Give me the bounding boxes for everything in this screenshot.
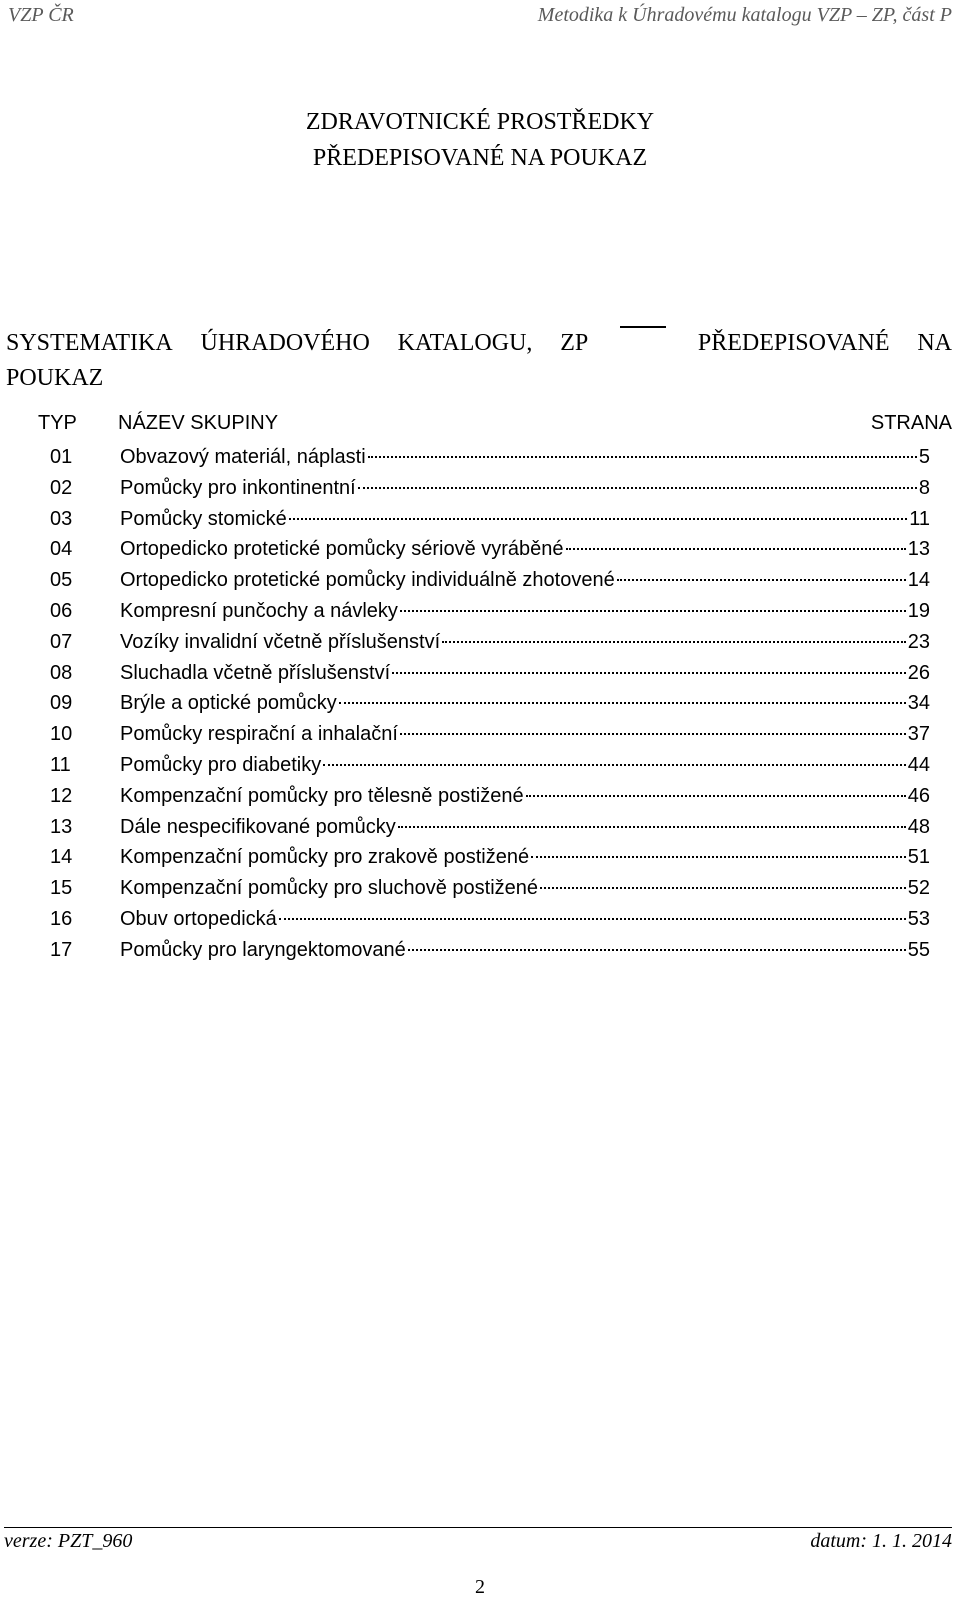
dot-leader: [323, 764, 906, 766]
toc-row[interactable]: [50, 473, 930, 504]
toc-page: 14: [907, 569, 930, 592]
section-heading-line-2: POUKAZ: [6, 365, 104, 391]
dot-leader: [368, 456, 917, 458]
toc-number: 15: [50, 877, 73, 900]
toc-page: 8: [918, 476, 930, 499]
toc-row[interactable]: [50, 504, 930, 535]
toc-row[interactable]: [50, 842, 930, 873]
toc-header-type: TYP: [38, 412, 77, 434]
toc-name: Pomůcky respirační a inhalační: [120, 723, 398, 746]
toc-name: Kompenzační pomůcky pro sluchově postižené: [120, 877, 539, 900]
toc-number: 05: [50, 569, 73, 592]
dot-leader: [526, 795, 906, 797]
dot-leader: [339, 702, 906, 704]
toc-number: 14: [50, 846, 73, 869]
toc-page: 26: [907, 661, 930, 684]
footer: [4, 1530, 952, 1553]
dot-leader: [540, 887, 906, 889]
document-title: [0, 104, 960, 176]
toc-number: 13: [50, 815, 73, 838]
heading-word: SYSTEMATIKA: [6, 330, 173, 356]
dot-leader: [392, 672, 906, 674]
section-heading-line-1: [6, 326, 952, 361]
toc-page: 46: [907, 784, 930, 807]
toc-page: 34: [907, 692, 930, 715]
dot-leader: [617, 579, 906, 581]
dot-leader: [289, 518, 908, 520]
toc-page: 53: [907, 907, 930, 930]
dot-leader: [400, 733, 906, 735]
dot-leader: [566, 548, 906, 550]
footer-version: verze: PZT_960: [4, 1530, 133, 1552]
toc-name: Ortopedicko protetické pomůcky individuálně zhotovené: [120, 569, 615, 592]
dot-leader: [398, 826, 906, 828]
toc-page: 23: [907, 630, 930, 653]
toc-page: 52: [907, 877, 930, 900]
dash-rule: [620, 326, 666, 361]
toc-name: Kompenzační pomůcky pro zrakově postižené: [120, 846, 530, 869]
toc-row[interactable]: [50, 442, 930, 473]
toc-row[interactable]: [50, 565, 930, 596]
toc-row[interactable]: [50, 781, 930, 812]
toc-name: Vozíky invalidní včetně příslušenství: [120, 630, 441, 653]
toc-number: 11: [50, 753, 71, 776]
dot-leader: [442, 641, 906, 643]
toc-row[interactable]: [50, 627, 930, 658]
toc-number: 02: [50, 476, 73, 499]
toc-number: 07: [50, 630, 73, 653]
heading-word: KATALOGU,: [397, 330, 533, 356]
toc-row[interactable]: [50, 534, 930, 565]
toc-name: Brýle a optické pomůcky: [120, 692, 337, 715]
toc-number: 17: [50, 938, 73, 961]
running-header: [8, 4, 952, 27]
title-line-1: ZDRAVOTNICKÉ PROSTŘEDKY: [305, 109, 655, 135]
heading-word: ZP: [560, 330, 589, 356]
toc-name: Pomůcky pro laryngektomované: [120, 938, 406, 961]
toc-number: 03: [50, 507, 73, 530]
toc-name: Pomůcky stomické: [120, 507, 287, 530]
toc-page: 19: [907, 599, 930, 622]
toc-header: [38, 412, 952, 435]
section-heading: [6, 326, 952, 396]
toc-number: 08: [50, 661, 73, 684]
footer-rule: [4, 1527, 952, 1528]
table-of-contents: [50, 442, 930, 966]
dot-leader: [400, 610, 906, 612]
toc-row[interactable]: [50, 812, 930, 843]
toc-header-page: STRANA: [870, 412, 952, 434]
toc-page: 48: [907, 815, 930, 838]
toc-number: 10: [50, 723, 73, 746]
dot-leader: [408, 949, 906, 951]
toc-number: 06: [50, 599, 73, 622]
toc-number: 16: [50, 907, 73, 930]
toc-number: 04: [50, 538, 73, 561]
dot-leader: [279, 918, 906, 920]
toc-number: 12: [50, 784, 73, 807]
dot-leader: [358, 487, 917, 489]
toc-row[interactable]: [50, 750, 930, 781]
toc-name: Sluchadla včetně příslušenství: [120, 661, 391, 684]
toc-row[interactable]: [50, 873, 930, 904]
header-left: VZP ČR: [8, 4, 74, 26]
toc-name: Kompresní punčochy a návleky: [120, 599, 398, 622]
toc-row[interactable]: [50, 596, 930, 627]
heading-word: PŘEDEPISOVANÉ: [697, 330, 890, 356]
toc-name: Pomůcky pro inkontinentní: [120, 476, 356, 499]
toc-page: 51: [907, 846, 930, 869]
toc-row[interactable]: [50, 904, 930, 935]
toc-name: Ortopedicko protetické pomůcky sériově vyráběné: [120, 538, 564, 561]
toc-row[interactable]: [50, 688, 930, 719]
toc-name: Pomůcky pro diabetiky: [120, 753, 322, 776]
title-line-2: PŘEDEPISOVANÉ NA POUKAZ: [312, 145, 648, 171]
toc-name: Kompenzační pomůcky pro tělesně postižené: [120, 784, 524, 807]
toc-name: Dále nespecifikované pomůcky: [120, 815, 396, 838]
toc-row[interactable]: [50, 658, 930, 689]
toc-row[interactable]: [50, 719, 930, 750]
toc-header-name: NÁZEV SKUPINY: [118, 412, 279, 434]
toc-number: 09: [50, 692, 73, 715]
header-right: Metodika k Úhradovému katalogu VZP – ZP, část P: [537, 4, 952, 26]
toc-row[interactable]: [50, 935, 930, 966]
toc-page: 5: [918, 446, 930, 468]
toc-page: 44: [907, 753, 930, 776]
toc-page: 37: [907, 723, 930, 746]
toc-page: 55: [907, 938, 930, 961]
footer-date: datum: 1. 1. 2014: [810, 1530, 952, 1552]
toc-number: 01: [50, 446, 73, 468]
dot-leader: [531, 856, 906, 858]
toc-page: 13: [907, 538, 930, 561]
toc-name: Obuv ortopedická: [120, 907, 277, 930]
heading-word: NA: [917, 330, 952, 356]
page-number: 2: [475, 1576, 485, 1598]
toc-page: 11: [909, 507, 930, 530]
toc-name: Obvazový materiál, náplasti: [120, 446, 366, 468]
heading-word: ÚHRADOVÉHO: [200, 330, 370, 356]
